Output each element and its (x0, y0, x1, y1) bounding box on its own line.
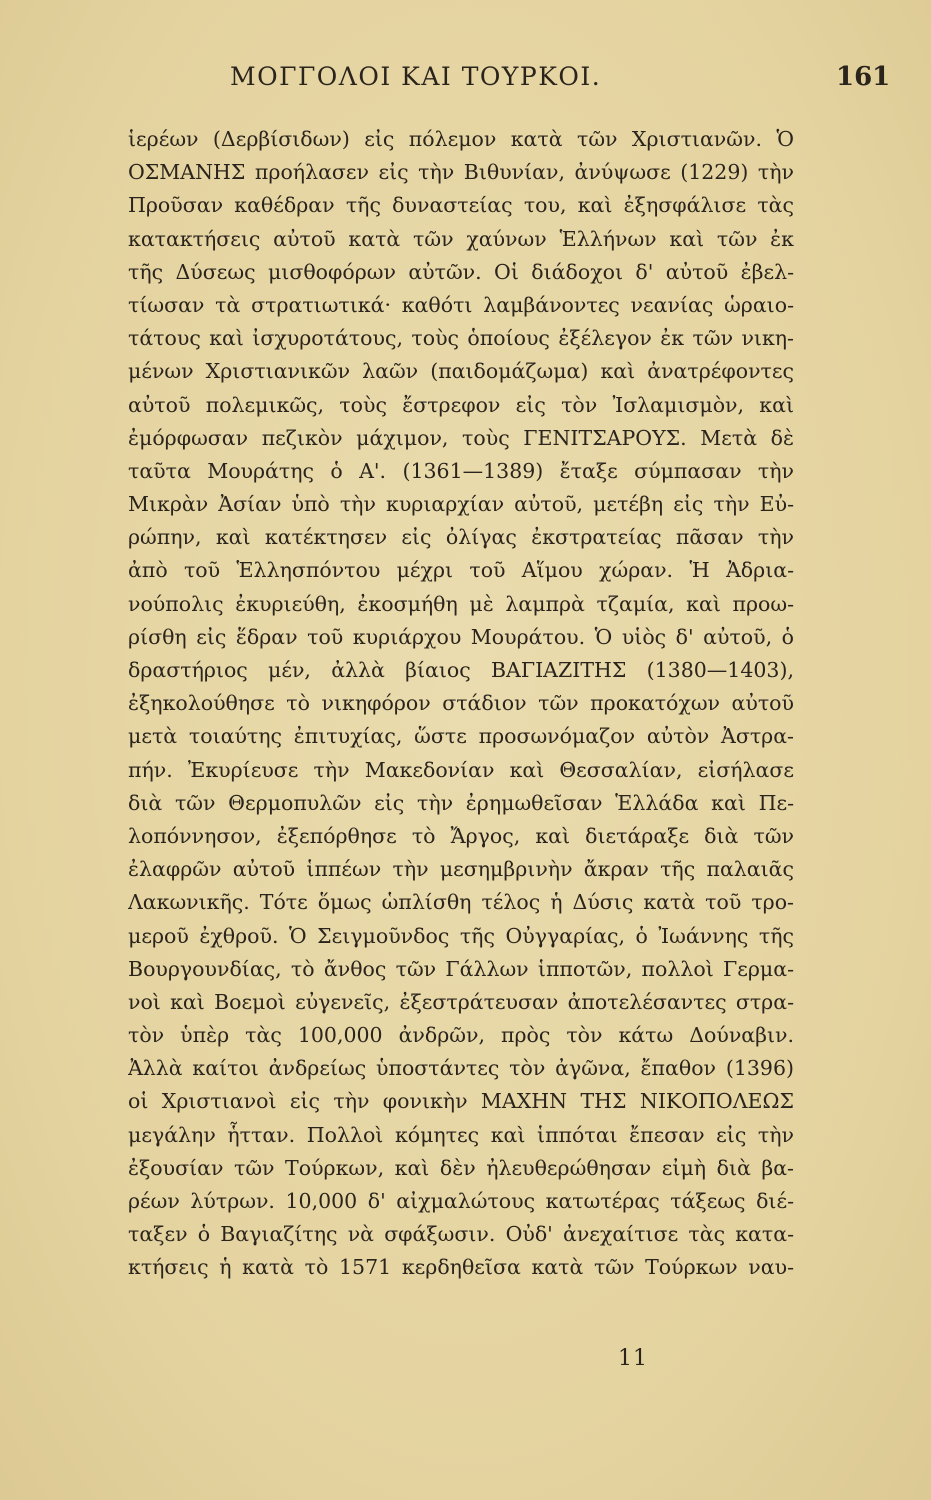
text-line: νοὶ καὶ Βοεμοὶ εὐγενεῖς, ἐξεστράτευσαν ἀποτελέσαντες στρα- (128, 989, 794, 1014)
text-line: ἐξηκολούθησε τὸ νικηφόρον στάδιον τῶν προκατόχων αὐτοῦ (128, 691, 794, 716)
text-line: κτήσεις ἡ κατὰ τὸ 1571 κερδηθεῖσα κατὰ τῶν Τούρκων ναυ- (128, 1255, 794, 1280)
body-text (128, 123, 794, 1285)
text-line: ἀπὸ τοῦ Ἑλλησπόντου μέχρι τοῦ Αἵμου χώραν. Ἡ Ἀδρια- (128, 558, 794, 583)
text-line: νούπολις ἐκυριεύθη, ἐκοσμήθη μὲ λαμπρὰ τζαμία, καὶ προω- (128, 591, 794, 616)
text-line: ΟΣΜΑΝΗΣ προήλασεν εἰς τὴν Βιθυνίαν, ἀνύψωσε (1229) τὴν (128, 160, 794, 185)
text-line: Προῦσαν καθέδραν τῆς δυναστείας του, καὶ ἐξησφάλισε τὰς (128, 193, 794, 218)
text-line: μεροῦ ἐχθροῦ. Ὁ Σειγμοῦνδος τῆς Οὐγγαρίας, ὁ Ἰωάννης τῆς (128, 923, 794, 948)
text-line: διὰ τῶν Θερμοπυλῶν εἰς τὴν ἐρημωθεῖσαν Ἑλλάδα καὶ Πε- (128, 790, 794, 815)
text-line: μετὰ τοιαύτης ἐπιτυχίας, ὥστε προσωνόμαζον αὐτὸν Ἀστρα- (128, 724, 794, 749)
text-line: ταξεν ὁ Βαγιαζίτης νὰ σφάξωσιν. Οὐδ' ἀνεχαίτισε τὰς κατα- (128, 1222, 794, 1247)
text-line: ἐλαφρῶν αὐτοῦ ἱππέων τὴν μεσημβρινὴν ἄκραν τῆς παλαιᾶς (128, 857, 794, 882)
text-line: τίωσαν τὰ στρατιωτικά· καθότι λαμβάνοντες νεανίας ὡραιο- (128, 292, 794, 317)
text-line: οἱ Χριστιανοὶ εἰς τὴν φονικὴν ΜΑΧΗΝ ΤΗΣ ΝΙΚΟΠΟΛΕΩΣ (128, 1089, 794, 1114)
text-line: τῆς Δύσεως μισθοφόρων αὐτῶν. Οἱ διάδοχοι δ' αὐτοῦ ἐβελ- (128, 259, 794, 284)
page-number: 161 (836, 62, 891, 92)
text-line: ρίσθη εἰς ἕδραν τοῦ κυριάρχου Μουράτου. Ὁ υἱὸς δ' αὐτοῦ, ὁ (128, 624, 794, 649)
text-line: κατακτήσεις αὐτοῦ κατὰ τῶν χαύνων Ἑλλήνων καὶ τῶν ἐκ (128, 226, 794, 251)
signature-mark: 11 (618, 1346, 648, 1371)
text-line: ρέων λύτρων. 10,000 δ' αἰχμαλώτους κατωτέρας τάξεως διέ- (128, 1189, 794, 1213)
text-line: ἐξουσίαν τῶν Τούρκων, καὶ δὲν ἠλευθερώθησαν εἰμὴ διὰ βα- (128, 1155, 794, 1180)
text-line: Βουργουνδίας, τὸ ἄνθος τῶν Γάλλων ἱπποτῶν, πολλοὶ Γερμα- (128, 956, 794, 981)
text-line: Μικρὰν Ἀσίαν ὑπὸ τὴν κυριαρχίαν αὐτοῦ, μετέβη εἰς τὴν Εὐ- (128, 492, 794, 517)
text-line: τάτους καὶ ἰσχυροτάτους, τοὺς ὁποίους ἐξέλεγον ἐκ τῶν νικη- (128, 326, 794, 351)
text-line: Λακωνικῆς. Τότε ὅμως ὡπλίσθη τέλος ἡ Δύσις κατὰ τοῦ τρο- (128, 890, 794, 915)
text-line: μεγάλην ἧτταν. Πολλοὶ κόμητες καὶ ἱππόται ἔπεσαν εἰς τὴν (128, 1122, 794, 1147)
text-line: ἱερέων (Δερβίσιδων) εἰς πόλεμον κατὰ τῶν Χριστιανῶν. Ὁ (128, 127, 794, 151)
text-line: λοπόννησον, ἐξεπόρθησε τὸ Ἄργος, καὶ διετάραξε διὰ τῶν (128, 823, 794, 848)
text-line: ταῦτα Μουράτης ὁ Α'. (1361—1389) ἔταξε σύμπασαν τὴν (128, 458, 794, 483)
text-line: μένων Χριστιανικῶν λαῶν (παιδομάζωμα) καὶ ἀνατρέφοντες (128, 359, 794, 384)
text-line: τὸν ὑπὲρ τὰς 100,000 ἀνδρῶν, πρὸς τὸν κάτω Δούναβιν. (128, 1023, 794, 1048)
text-line: ρώπην, καὶ κατέκτησεν εἰς ὀλίγας ἐκστρατείας πᾶσαν τὴν (128, 525, 794, 550)
running-title: ΜΟΓΓΟΛΟΙ ΚΑΙ ΤΟΥΡΚΟΙ. (230, 62, 602, 91)
text-line: αὐτοῦ πολεμικῶς, τοὺς ἔστρεφον εἰς τὸν Ἰσλαμισμὸν, καὶ (128, 392, 794, 417)
text-line: δραστήριος μέν, ἀλλὰ βίαιος ΒΑΓΙΑΖΙΤΗΣ (1380—1403), (128, 658, 794, 682)
text-line: ἐμόρφωσαν πεζικὸν μάχιμον, τοὺς ΓΕΝΙΤΣΑΡΟΥΣ. Μετὰ δὲ (128, 425, 794, 450)
text-line: Ἀλλὰ καίτοι ἀνδρείως ὑποστάντες τὸν ἀγῶνα, ἔπαθον (1396) (128, 1056, 794, 1081)
text-line: πήν. Ἐκυρίευσε τὴν Μακεδονίαν καὶ Θεσσαλίαν, εἰσήλασε (128, 757, 794, 782)
